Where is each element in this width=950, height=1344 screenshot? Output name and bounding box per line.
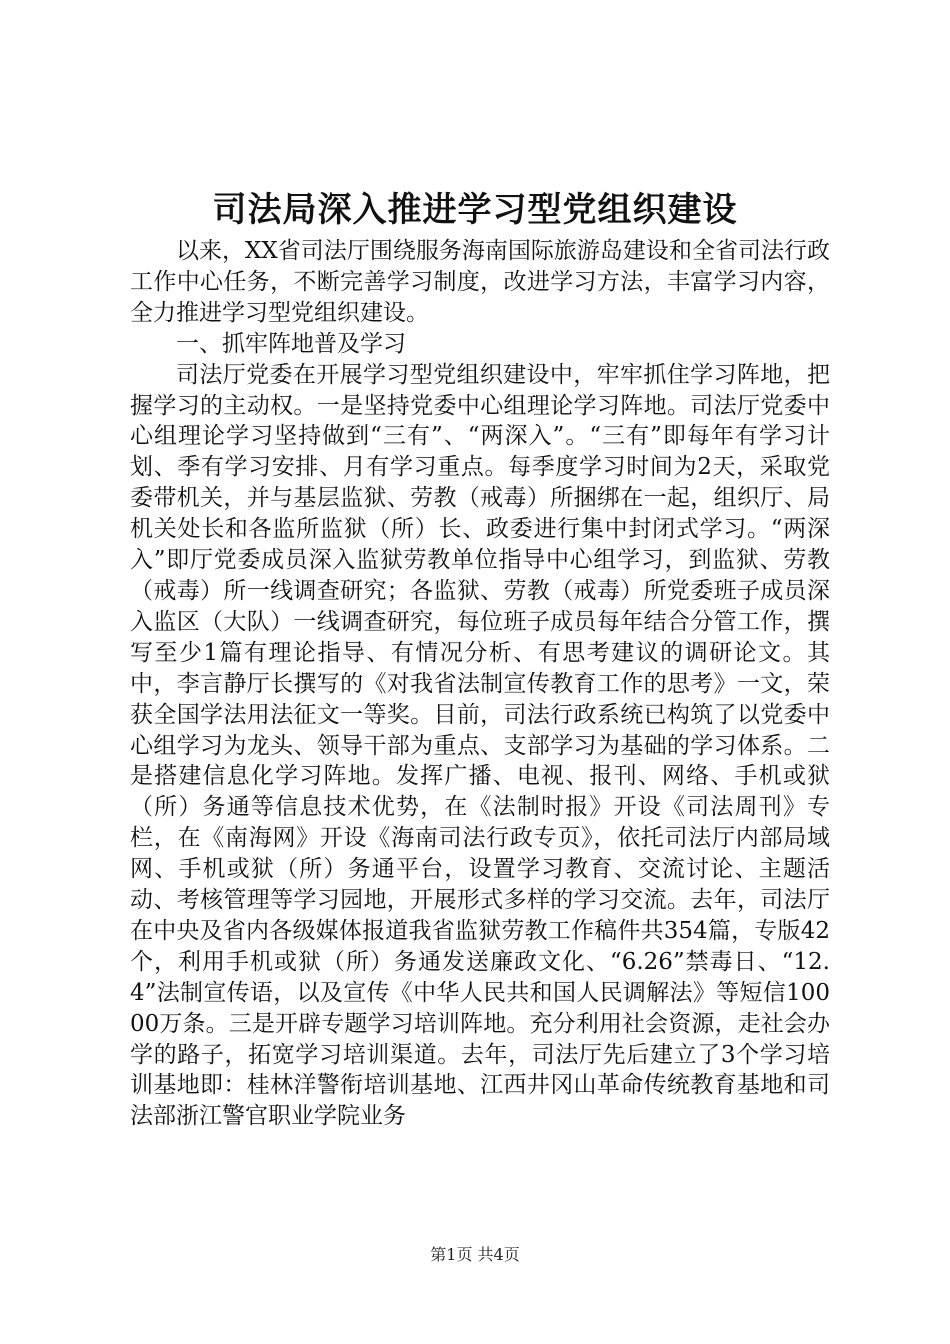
document-title: 司法局深入推进学习型党组织建设 [212,190,738,230]
paragraph-intro: 以来，XX省司法厅围绕服务海南国际旅游岛建设和全省司法行政工作中心任务，不断完善学习制度，改进学习方法，丰富学习内容，全力推进学习型党组织建设。 [130,238,830,326]
page-footer: 第1页 共4页 [430,1245,520,1264]
section-heading-1: 一、抓牢阵地普及学习 [176,330,406,357]
document-body [130,236,830,1132]
paragraph-section-1: 司法厅党委在开展学习型党组织建设中，牢牢抓住学习阵地，把握学习的主动权。一是坚持党委中心组理论学习阵地。司法厅党委中心组理论学习坚持做到“三有”、“两深入”。“三有”即每年有学习计划、季有学习安排、月有学习重点。每季度学习时间为2天，采取党委带机关，并与基层监狱、劳教（戒毒）所捆绑在一起，组织厅、局机关处长和各监所监狱（所）长、政委进行集中封闭式学习。“两深入”即厅党委成员深入监狱劳教单位指导中心组学习，到监狱、劳教（戒毒）所一线调查研究；各监狱、劳教（戒毒）所党委班子成员深入监区（大队）一线调查研究，每位班子成员每年结合分管工作，撰写至少1篇有理论指导、有情况分析、有思考建议的调研论文。其中，李言静厅长撰写的《对我省法制宣传教育工作的思考》一文，荣获全国学法用法征文一等奖。目前，司法行政系统已构筑了以党委中心组学习为龙头、领导干部为重点、支部学习为基础的学习体系。二是搭建信息化学习阵地。发挥广播、电视、报刊、网络、手机或狱（所）务通等信息技术优势，在《法制时报》开设《司法周刊》专栏，在《南海网》开设《海南司法行政专页》，依托司法厅内部局域网、手机或狱（所）务通平台，设置学习教育、交流讨论、主题活动、考核管理等学习园地，开展形式多样的学习交流。去年，司法厅在中央及省内各级媒体报道我省监狱劳教工作稿件共354篇，专版42个，利用手机或狱（所）务通发送廉政文化、“6.26”禁毒日、“12.4”法制宣传语，以及宣传《中华人民共和国人民调解法》等短信10000万条。三是开辟专题学习培训阵地。充分利用社会资源，走社会办学的路子，拓宽学习培训渠道。去年，司法厅先后建立了3个学习培训基地即：桂林洋警衔培训基地、江西井冈山革命传统教育基地和司法部浙江警官职业学院业务 [130,361,830,1130]
